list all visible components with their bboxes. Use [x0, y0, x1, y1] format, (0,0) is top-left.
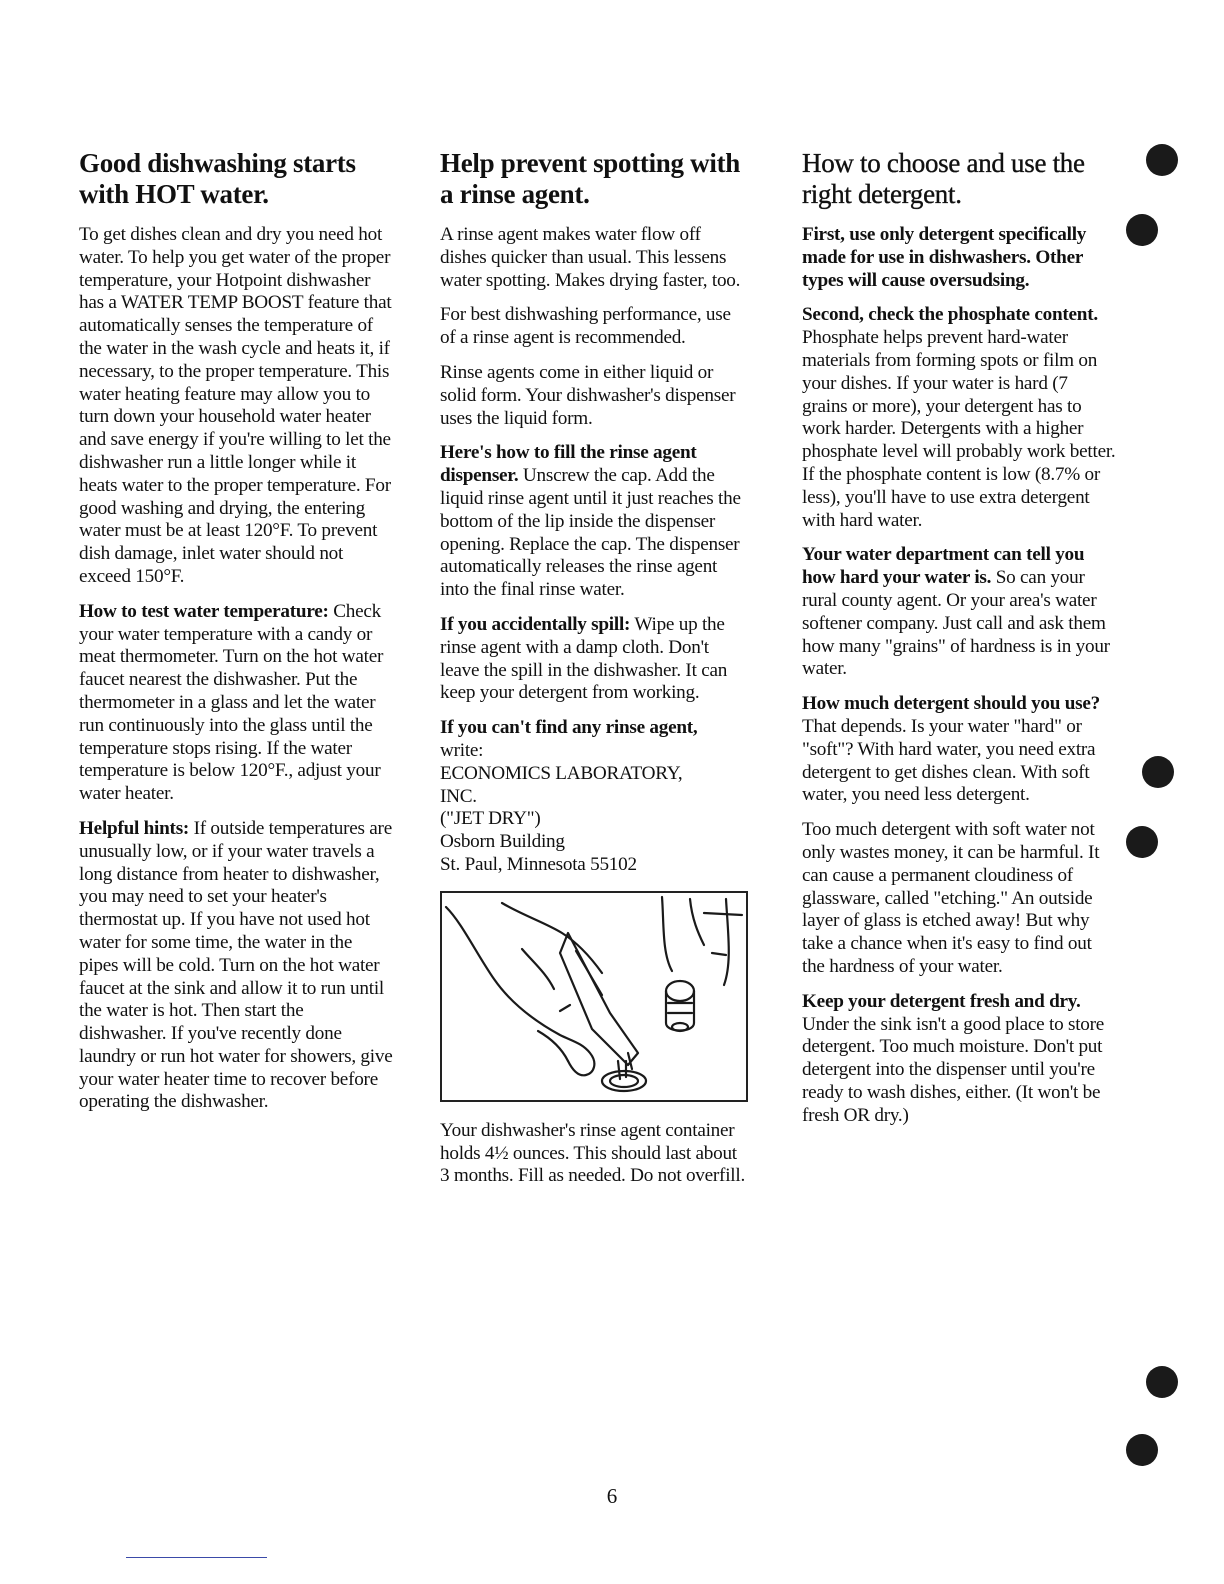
address-block	[440, 717, 750, 877]
paragraph-how-much	[802, 693, 1117, 807]
paragraph-keep-fresh	[802, 991, 1117, 1128]
address-line: INC.	[440, 785, 477, 807]
text-fill-dispenser: Unscrew the cap. Add the liquid rinse agent until it just reaches the bottom of the lip inside the dispenser opening. Replace the cap. The dispenser automatically releases the rinse agent into the final rinse water.	[440, 465, 741, 601]
paragraph-fill-dispenser	[440, 442, 750, 602]
binder-hole-icon	[1142, 756, 1174, 788]
heading-water-department: Your water department can tell you how hard your water is.	[802, 544, 1085, 589]
paragraph-too-much: Too much detergent with soft water not only wastes money, it can be harmful. It can cause a permanent cloudiness of glassware, called "etching." An outside layer of glass is etched away! But why take a chance when it's easy to find out the hardness of your water.	[802, 819, 1100, 977]
heading-how-much: How much detergent should you use?	[802, 693, 1100, 715]
paragraph-intro: To get dishes clean and dry you need hot water. To help you get water of the proper temperature, your Hotpoint dishwasher has a WATER TEMP BOOST feature that automatically senses the temperature of the water in the wash cycle and heats it, if necessary, to the proper temperature. This water heating feature may allow you to turn down your household water heater and save energy if you're willing to let the dishwasher run a little longer while it heats water to the proper temperature. For good washing and drying, the entering water must be at least 120°F. To prevent dish damage, inlet water should not exceed 150°F.	[79, 224, 392, 587]
paragraph-test-temperature	[79, 601, 394, 806]
hand-filling-dispenser-icon	[442, 893, 746, 1100]
section-title-hot-water: Good dishwashing starts with HOT water.	[79, 148, 356, 209]
paragraph-first	[802, 224, 1117, 292]
rinse-agent-illustration	[440, 891, 748, 1102]
section-title-detergent: How to choose and use the right detergent.	[802, 148, 1085, 209]
binder-hole-icon	[1126, 214, 1158, 246]
paragraph-helpful-hints	[79, 818, 394, 1114]
heading-phosphate: Second, check the phosphate content.	[802, 304, 1098, 326]
text-spill: Wipe up the rinse agent with a damp cloth. Don't leave the spill in the dishwasher. It can keep your detergent from working.	[440, 613, 728, 704]
heading-spill: If you accidentally spill:	[440, 613, 631, 635]
address-intro	[440, 717, 750, 740]
text-phosphate: Phosphate helps prevent hard-water materials from forming spots or film on your dishes. If your water is hard (7 grains or more), your detergent has to work harder. Detergents with a higher phosphate level will probably work better. If the phosphate content is low (8.7% or less), you'll have to use extra detergent with hard water.	[802, 327, 1116, 531]
section-title-rinse-agent: Help prevent spotting with a rinse agent.	[440, 148, 740, 209]
heading-fill-dispenser: Here's how to fill the rinse agent dispenser.	[440, 442, 697, 487]
text-helpful-hints: If outside temperatures are unusually low, or if your water travels a long distance from heater to dishwasher, you may need to set your heater's thermostat up. If you have not used hot water for some time, the water in the pipes will be cold. Turn on the hot water faucet at the sink and allow it to run until the water is hot. Then start the dishwasher. If you've recently done laundry or run hot water for showers, give your water heater time to recover before operating the dishwasher.	[79, 817, 393, 1113]
paragraph-rinse-caption: Your dishwasher's rinse agent container holds 4½ ounces. This should last about 3 months. Fill as needed. Do not overfill.	[440, 1119, 745, 1187]
paragraph-phosphate	[802, 304, 1117, 532]
binder-hole-icon	[1126, 1434, 1158, 1466]
heading-helpful-hints: Helpful hints:	[79, 817, 190, 839]
paragraph-rinse-3: Rinse agents come in either liquid or solid form. Your dishwasher's dispenser uses the liquid form.	[440, 361, 736, 429]
text-first-bold: First, use only detergent specifically made for use in dishwashers. Other types will cause oversudsing.	[802, 224, 1087, 291]
address-line: Osborn Building	[440, 831, 565, 853]
address-write: write:	[440, 739, 484, 761]
address-line: St. Paul, Minnesota 55102	[440, 853, 637, 875]
binder-hole-icon	[1126, 826, 1158, 858]
text-how-much: That depends. Is your water "hard" or "soft"? With hard water, you need extra detergent to get dishes clean. With soft water, you need less detergent.	[802, 715, 1096, 806]
text-keep-fresh: Under the sink isn't a good place to store detergent. Too much moisture. Don't put detergent into the dispenser until you're ready to wash dishes, either. (It won't be fresh OR dry.)	[802, 1013, 1105, 1126]
paragraph-water-department	[802, 544, 1117, 681]
page-number: 6	[606, 1484, 618, 1508]
column-detergent	[802, 148, 1117, 1139]
binder-hole-icon	[1146, 1366, 1178, 1398]
text-test-temperature: Check your water temperature with a candy or meat thermometer. Turn on the hot water faucet nearest the dishwasher. Put the thermometer in a glass and let the water run continuously into the glass until the temperature stops rising. If the water temperature is below 120°F., adjust your water heater.	[79, 600, 384, 805]
address-line: ("JET DRY")	[440, 808, 541, 830]
paragraph-rinse-1: A rinse agent makes water flow off dishes quicker than usual. This lessens water spotting. Makes drying faster, too.	[440, 224, 741, 291]
binder-hole-icon	[1146, 144, 1178, 176]
heading-find-rinse-agent: If you can't find any rinse agent,	[440, 717, 698, 739]
heading-test-temperature: How to test water temperature:	[79, 600, 329, 622]
paragraph-spill	[440, 614, 750, 705]
address-line: ECONOMICS LABORATORY,	[440, 762, 683, 784]
text-water-department: So can your rural county agent. Or your area's water softener company. Just call and ask them how many "grains" of hardness is in your water.	[802, 567, 1110, 680]
paragraph-rinse-2: For best dishwashing performance, use of a rinse agent is recommended.	[440, 304, 731, 349]
column-hot-water	[79, 148, 394, 1126]
column-rinse-agent	[440, 148, 750, 1200]
footer-rule	[126, 1557, 267, 1558]
heading-keep-fresh: Keep your detergent fresh and dry.	[802, 990, 1081, 1012]
